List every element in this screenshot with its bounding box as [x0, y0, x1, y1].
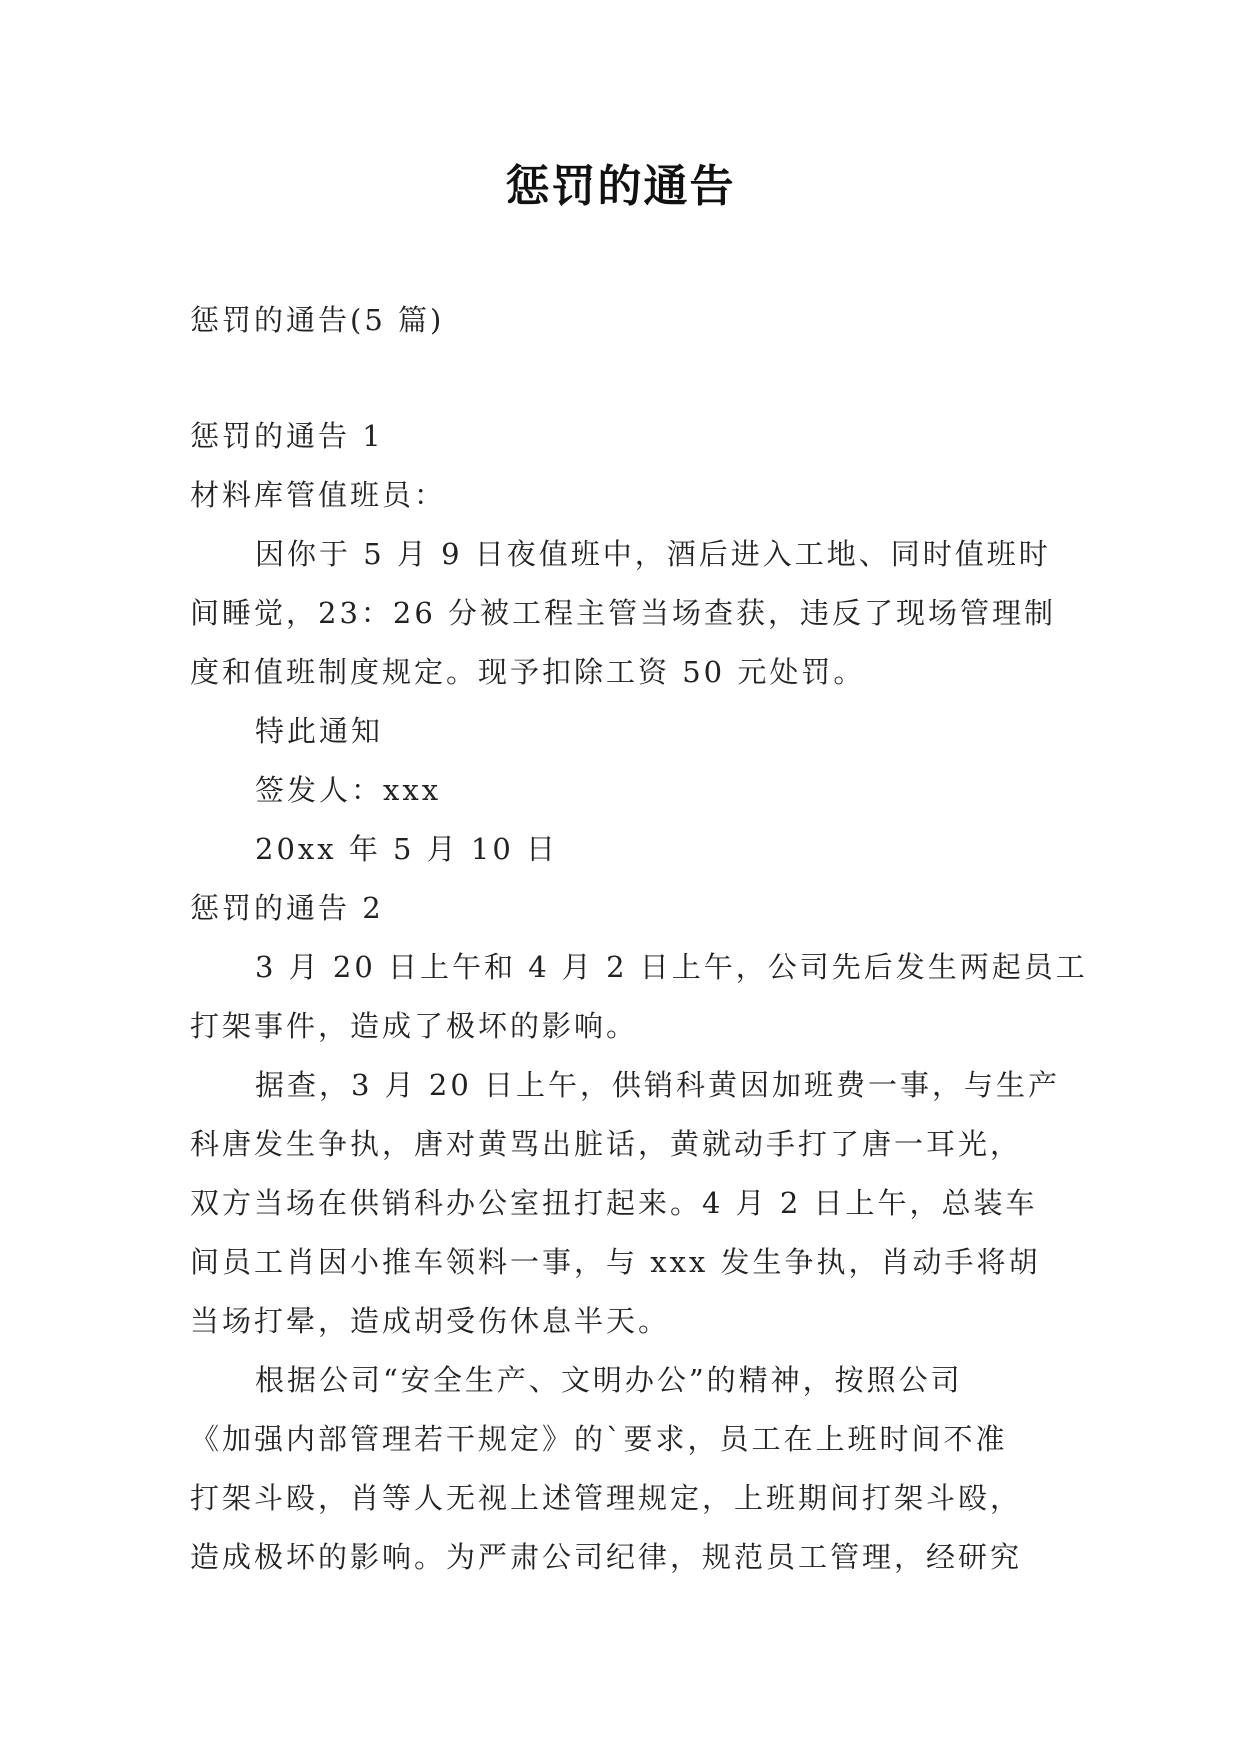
notice-line: 特此通知	[255, 714, 384, 748]
paragraph-line: 当场打晕，造成胡受伤休息半天。	[190, 1304, 671, 1338]
paragraph-line: 造成极坏的影响。为严肃公司纪律，规范员工管理，经研究	[190, 1540, 1023, 1574]
date-line: 20xx 年 5 月 10 日	[255, 832, 559, 866]
paragraph-line: 根据公司“安全生产、文明办公”的精神，按照公司	[255, 1363, 963, 1397]
section-heading-2: 惩罚的通告 2	[190, 891, 384, 925]
paragraph-line: 间员工肖因小推车领料一事，与 xxx 发生争执，肖动手将胡	[190, 1245, 1041, 1279]
addressee: 材料库管值班员：	[190, 478, 447, 512]
paragraph-line: 间睡觉，23：26 分被工程主管当场查获，违反了现场管理制	[190, 596, 1057, 630]
paragraph-line: 科唐发生争执，唐对黄骂出脏话，黄就动手打了唐一耳光，	[190, 1127, 1023, 1161]
paragraph-line: 双方当场在供销科办公室扭打起来。4 月 2 日上午，总装车	[190, 1186, 1038, 1220]
paragraph-line: 打架斗殴，肖等人无视上述管理规定，上班期间打架斗殴，	[190, 1481, 1023, 1515]
paragraph-line: 打架事件，造成了极坏的影响。	[190, 1009, 639, 1043]
document-subtitle: 惩罚的通告(5 篇)	[190, 303, 445, 337]
paragraph-line: 度和值班制度规定。现予扣除工资 50 元处罚。	[190, 655, 866, 689]
signer-line: 签发人：xxx	[255, 773, 442, 807]
paragraph-line: 因你于 5 月 9 日夜值班中，酒后进入工地、同时值班时	[255, 537, 1051, 571]
section-heading-1: 惩罚的通告 1	[190, 419, 384, 453]
paragraph-line: 《加强内部管理若干规定》的`要求，员工在上班时间不准	[190, 1422, 1008, 1456]
paragraph-line: 3 月 20 日上午和 4 月 2 日上午，公司先后发生两起员工	[255, 950, 1088, 984]
document-title: 惩罚的通告	[505, 161, 736, 212]
paragraph-line: 据查，3 月 20 日上午，供销科黄因加班费一事，与生产	[255, 1068, 1061, 1102]
